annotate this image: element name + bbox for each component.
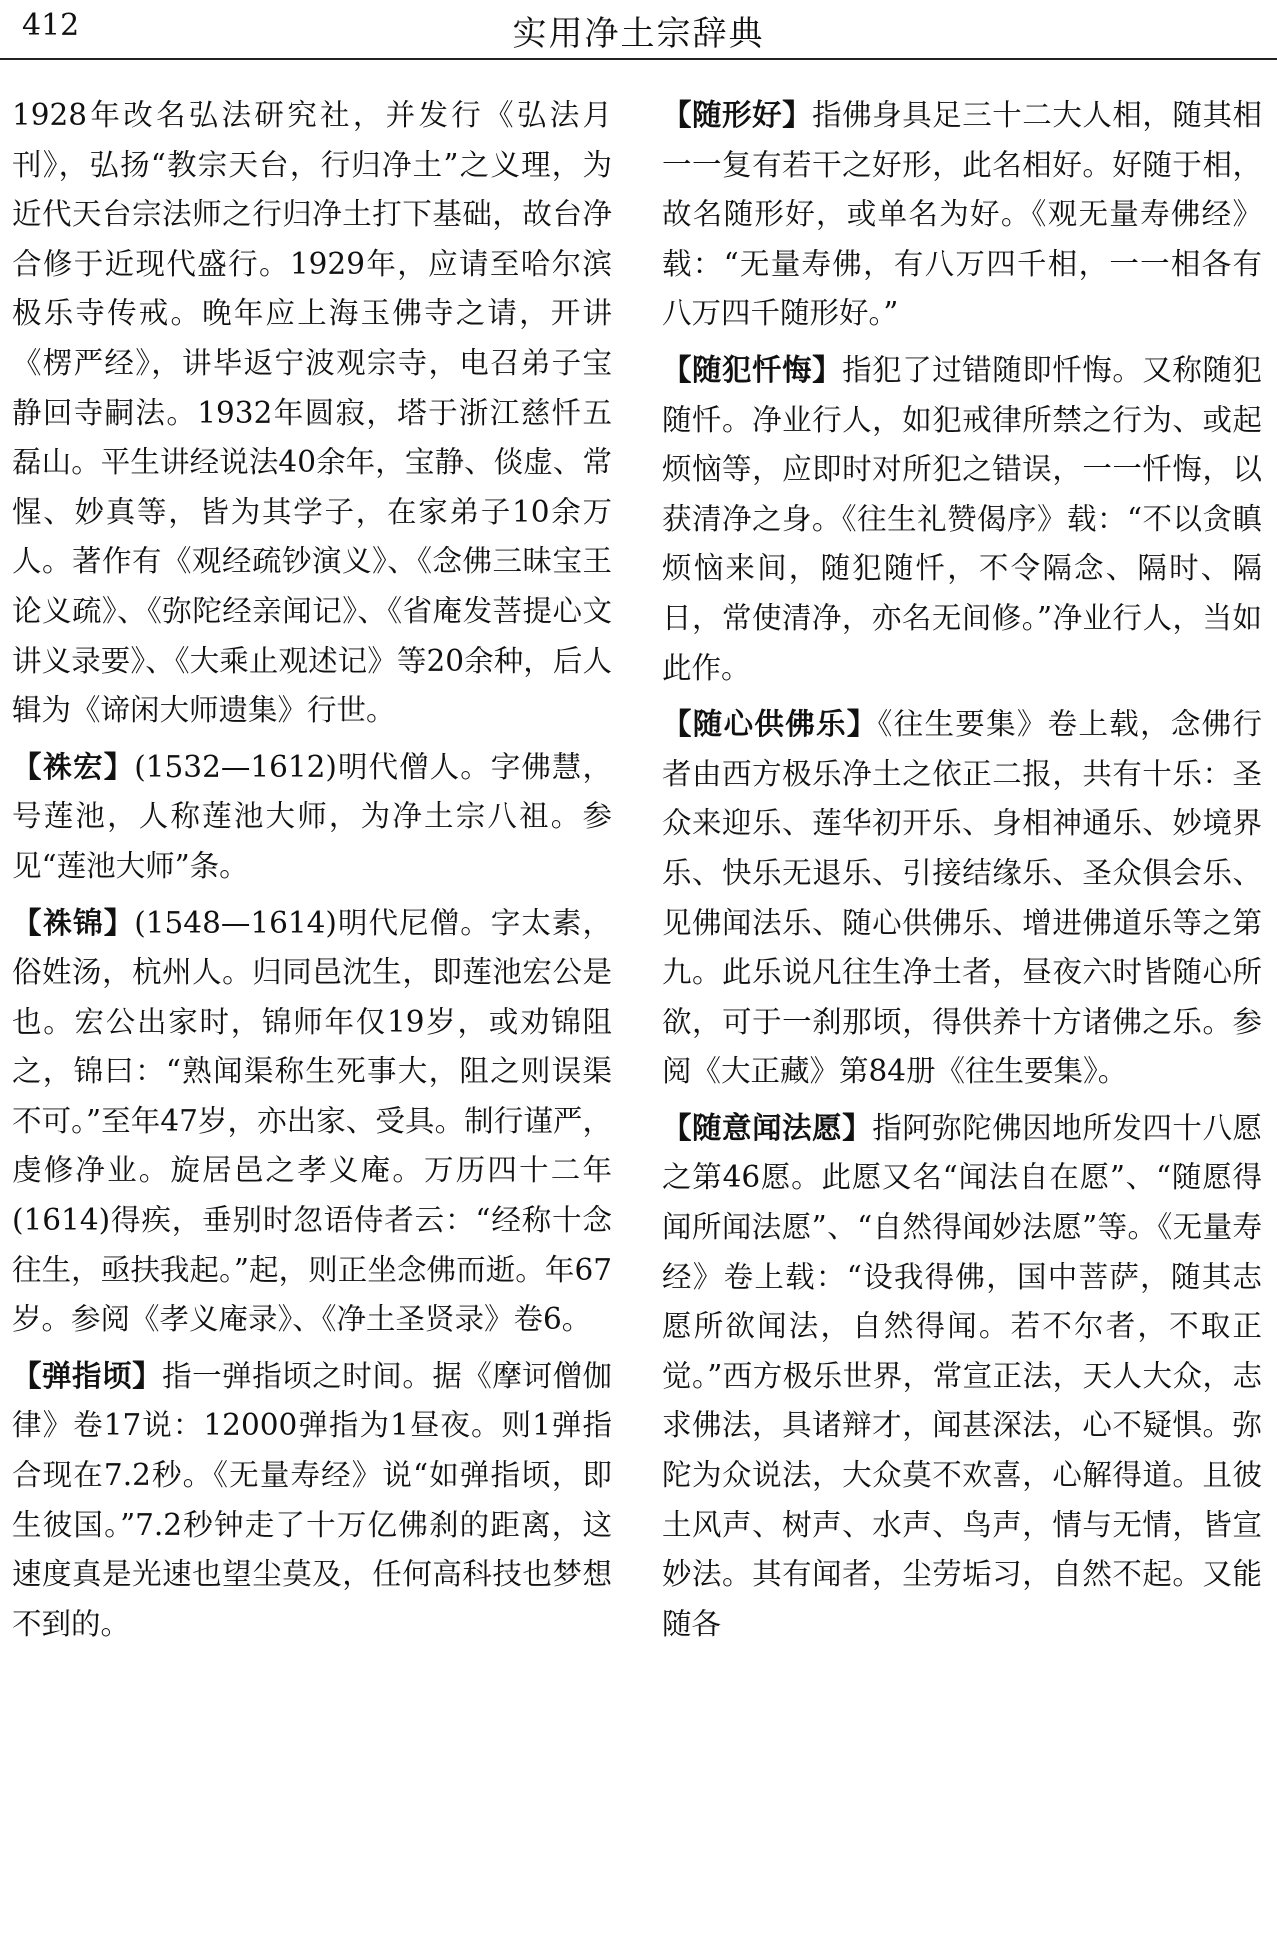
header-rule: [0, 58, 1277, 60]
dictionary-entry: [662, 1103, 1262, 1650]
entry-text: 1928年改名弘法研究社，并发行《弘法月刊》，弘扬“教宗天台，行归净土”之义理，为近代天台宗法师之行归净土打下基础，故台净合修于近现代盛行。1929年，应请至哈尔滨极乐寺传戒。晚年应上海玉佛寺之请，开讲《楞严经》，讲毕返宁波观宗寺，电召弟子宝静回寺嗣法。1932年圆寂，塔于浙江慈忏五磊山。平生讲经说法40余年，宝静、倓虚、常惺、妙真等，皆为其学子，在家弟子10余万人。著作有《观经疏钞演义》、《念佛三昧宝王论义疏》、《弥陀经亲闻记》、《省庵发菩提心文讲义录要》、《大乘止观述记》等20余种，后人辑为《谛闲大师遗集》行世。: [12, 98, 612, 728]
entry-headword: 【随形好】: [662, 97, 813, 132]
dictionary-entry: [12, 742, 612, 892]
entry-text: 指阿弥陀佛因地所发四十八愿之第46愿。此愿又名“闻法自在愿”、“随愿得闻所闻法愿”、“自然得闻妙法愿”等。《无量寿经》卷上载：“设我得佛，国中菩萨，随其志愿所欲闻法，自然得闻。若不尔者，不取正觉。”西方极乐世界，常宣正法，天人大众，志求佛法，具诸辩才，闻甚深法，心不疑惧。弥陀为众说法，大众莫不欢喜，心解得道。且彼土风声、树声、水声、鸟声，情与无情，皆宣妙法。其有闻者，尘劳垢习，自然不起。又能随各: [662, 1110, 1262, 1641]
left-column: [12, 90, 612, 1655]
entry-text: (1548—1614)明代尼僧。字太素，俗姓汤，杭州人。归同邑沈生，即莲池宏公是也。宏公出家时，锦师年仅19岁，或劝锦阻之，锦曰：“熟闻渠称生死事大，阻之则误渠不可。”至年47岁，亦出家、受具。制行谨严，虔修净业。旋居邑之孝义庵。万历四十二年(1614)得疾，垂别时忽语侍者云：“经称十念往生，亟扶我起。”起，则正坐念佛而逝。年67岁。参阅《孝义庵录》、《净土圣贤录》卷6。: [12, 905, 612, 1337]
entry-headword: 【袾宏】: [12, 748, 135, 784]
entry-text: 指佛身具足三十二大人相，随其相一一复有若干之好形，此名相好。好随于相，故名随形好，或单名为好。《观无量寿佛经》载：“无量寿佛，有八万四千相，一一相各有八万四千随形好。”: [662, 98, 1262, 331]
dictionary-entry: [662, 345, 1262, 693]
dictionary-entry: [12, 898, 612, 1345]
dictionary-entry: [12, 1351, 612, 1650]
running-title: 实用净土宗辞典: [512, 14, 765, 54]
right-column: [662, 90, 1262, 1655]
dictionary-entry: [12, 90, 612, 736]
entry-headword: 【随意闻法愿】: [662, 1109, 873, 1145]
dictionary-entry: [662, 699, 1262, 1097]
entry-headword: 【随犯忏悔】: [662, 351, 843, 387]
page-header: [0, 0, 1277, 60]
entry-text: 《往生要集》卷上载，念佛行者由西方极乐净土之依正二报，共有十乐：圣众来迎乐、莲华初开乐、身相神通乐、妙境界乐、快乐无退乐、引接结缘乐、圣众俱会乐、见佛闻法乐、随心供佛乐、增进佛道乐等之第九。此乐说凡往生净土者，昼夜六时皆随心所欲，可于一刹那顷，得供养十方诸佛之乐。参阅《大正藏》第84册《往生要集》。: [662, 707, 1262, 1089]
dictionary-entry: [662, 90, 1262, 339]
entry-text: 指一弹指顷之时间。据《摩诃僧伽律》卷17说：12000弹指为1昼夜。则1弹指合现在7.2秒。《无量寿经》说“如弹指顷，即生彼国。”7.2秒钟走了十万亿佛刹的距离，这速度真是光速也望尘莫及，任何高科技也梦想不到的。: [12, 1358, 612, 1641]
entry-headword: 【随心供佛乐】: [662, 706, 878, 742]
entry-text: 指犯了过错随即忏悔。又称随犯随忏。净业行人，如犯戒律所禁之行为、或起烦恼等，应即时对所犯之错误，一一忏悔，以获清净之身。《往生礼赞偈序》载：“不以贪瞋烦恼来间，随犯随忏，不令隔念、隔时、隔日，常使清净，亦名无间修。”净业行人，当如此作。: [662, 352, 1262, 685]
entry-headword: 【弹指顷】: [12, 1357, 163, 1393]
entry-headword: 【袾锦】: [12, 904, 135, 940]
entry-text: (1532—1612)明代僧人。字佛慧，号莲池，人称莲池大师，为净土宗八祖。参见“莲池大师”条。: [12, 749, 612, 883]
page-number: 412: [22, 8, 80, 43]
